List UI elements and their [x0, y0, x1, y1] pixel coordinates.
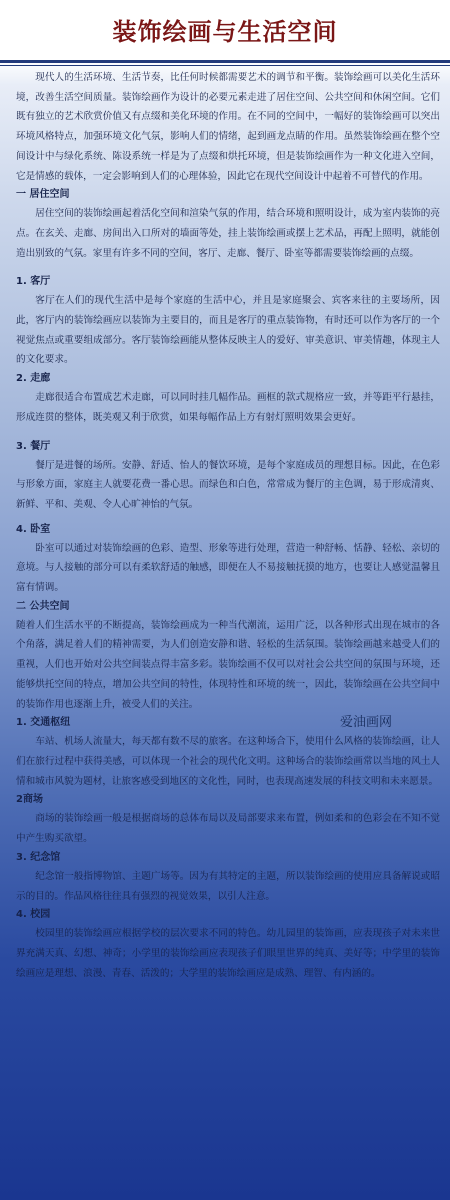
- subheading-memorial: 3. 纪念馆: [16, 851, 61, 863]
- subheading-transport-hub: 1. 交通枢纽: [16, 717, 71, 729]
- paragraph-living-room: 客厅在人们的现代生活中是每个家庭的生活中心，并且是家庭聚会、宾客来往的主要场所，因此，客厅内的装饰绘画应以装饰为主要目的，而且是客厅的重点装饰物，有时还可以作为客厅的一个视觉焦点或重要组成部分。客厅装饰绘画能从整体反映主人的爱好、审美意识、审美情趣，体现主人的文化要求。: [16, 295, 440, 366]
- paragraph-memorial: 纪念馆一般指博物馆、主题广场等。因为有其特定的主题，所以装饰绘画的使用应具备解说或昭示的目的。作品风格往往具有强烈的视觉效果，以引人注意。: [16, 870, 440, 902]
- paragraph-corridor: 走廊很适合布置成艺术走廊，可以同时挂几幅作品。画框的款式规格应一致，并等距平行悬挂，形成连贯的整体，既美观又利于欣赏，如果每幅作品上方有射灯照明效果会更好。: [16, 392, 440, 423]
- paragraph-dining-room: 餐厅是进餐的场所。安静、舒适、怡人的餐饮环境，是每个家庭成员的理想目标。因此，在色彩与形象方面，家庭主人就要花费一番心思。而绿色和白色，常常成为餐厅的主色调，易于形成清爽、新鲜、平和、美观、令人心旷神怡的气氛。: [16, 459, 440, 510]
- subheading-corridor: 2. 走廊: [16, 373, 51, 385]
- paragraph-transport-hub: 车站、机场人流量大，每天都有数不尽的旅客。在这种场合下，使用什么风格的装饰绘画，让人们在旅行过程中获得美感，可以体现一个社会的现代化文明。这种场合的装饰绘画常以当地的风土人情和城市风貌为题材，让旅客感受到地区的文化性，同时，也表现高速发展的科技文明和未来愿景。: [16, 736, 440, 787]
- section-heading-public: 二 公共空间: [16, 600, 70, 612]
- paragraph-mall: 商场的装饰绘画一般是根据商场的总体布局以及局部要求来布置，例如柔和的色彩会在不知不觉中产生购买欲望。: [16, 813, 440, 845]
- subheading-campus: 4. 校园: [16, 909, 51, 921]
- title-divider: [0, 60, 450, 63]
- watermark: 爱油画网: [340, 715, 393, 730]
- section-text-residential: 居住空间的装饰绘画起着活化空间和渲染气氛的作用，结合环境和照明设计，成为室内装饰的亮点。在玄关、走廊、房间出入口所对的墙面等处，挂上装饰绘画或摆上艺术品，再配上照明，就能创造出别致的气氛。家里有许多不同的空间，客厅、走廊、餐厅、卧室等都需要装饰绘画的点缀。: [16, 208, 440, 259]
- subheading-living-room: 1. 客厅: [16, 276, 51, 288]
- title-divider-thin: [0, 65, 450, 66]
- page-title: 装饰绘画与生活空间: [112, 18, 338, 46]
- article-body: [16, 68, 440, 983]
- paragraph-bedroom: 卧室可以通过对装饰绘画的色彩、造型、形象等进行处理，营造一种舒畅、恬静、轻松、亲切的意境。与人接触的部分可以有柔软舒适的触感，即便在人不易接触抚摸的地方，也要让人感觉温馨且富有情调。: [16, 542, 440, 594]
- section-heading-residential: 一 居住空间: [16, 189, 70, 201]
- paragraph-campus: 校园里的装饰绘画应根据学校的层次要求不同的特色。幼儿园里的装饰画，应表现孩子对未来世界充满天真、幻想、神奇；小学里的装饰绘画应表现孩子们眼里世界的纯真、美好等；中学里的装饰绘画应是理想、浪漫、青春、活泼的；大学里的装饰绘画应是成熟、理智、有内涵的。: [16, 928, 440, 979]
- subheading-dining-room: 3. 餐厅: [16, 440, 51, 452]
- subheading-bedroom: 4. 卧室: [16, 523, 51, 535]
- intro-paragraph: 现代人的生活环境、生活节奏，比任何时候都需要艺术的调节和平衡。装饰绘画可以美化生活环境，改善生活空间质量。装饰绘画作为设计的必要元素走进了居住空间、公共空间和休闲空间。它们既有独立的艺术欣赏价值又有点缀和美化环境的作用。在不同的空间中，一幅好的装饰绘画可以突出环境风格特点，加强环境文化气氛，影响人们的情绪，起到画龙点睛的作用。虽然装饰绘画在整个空间设计中与绿化系统、陈设系统一样是为了点缀和烘托环境，但是装饰绘画作为一种文化进入空间，它是情感的载体，一定会影响到人们的心理体验，因此它在现代空间设计中起着不可替代的作用。: [16, 72, 440, 182]
- section-text-public: 随着人们生活水平的不断提高，装饰绘画成为一种当代潮流，运用广泛，以各种形式出现在城市的各个角落，满足着人们的精神需要，为人们创造安静和谐、轻松的生活氛围。装饰绘画越来越受人们的重视，人们也开始对公共空间装点得丰富多彩。装饰绘画不仅可以对社会公共空间的氛围与环境，还能够烘托空间的特点，增加公共空间的特性，体现特性和环境的统一，因此，装饰绘画在公共空间中的装饰作用也逐渐上升，被受人们的关注。: [16, 619, 440, 710]
- subheading-mall: 2商场: [16, 794, 43, 806]
